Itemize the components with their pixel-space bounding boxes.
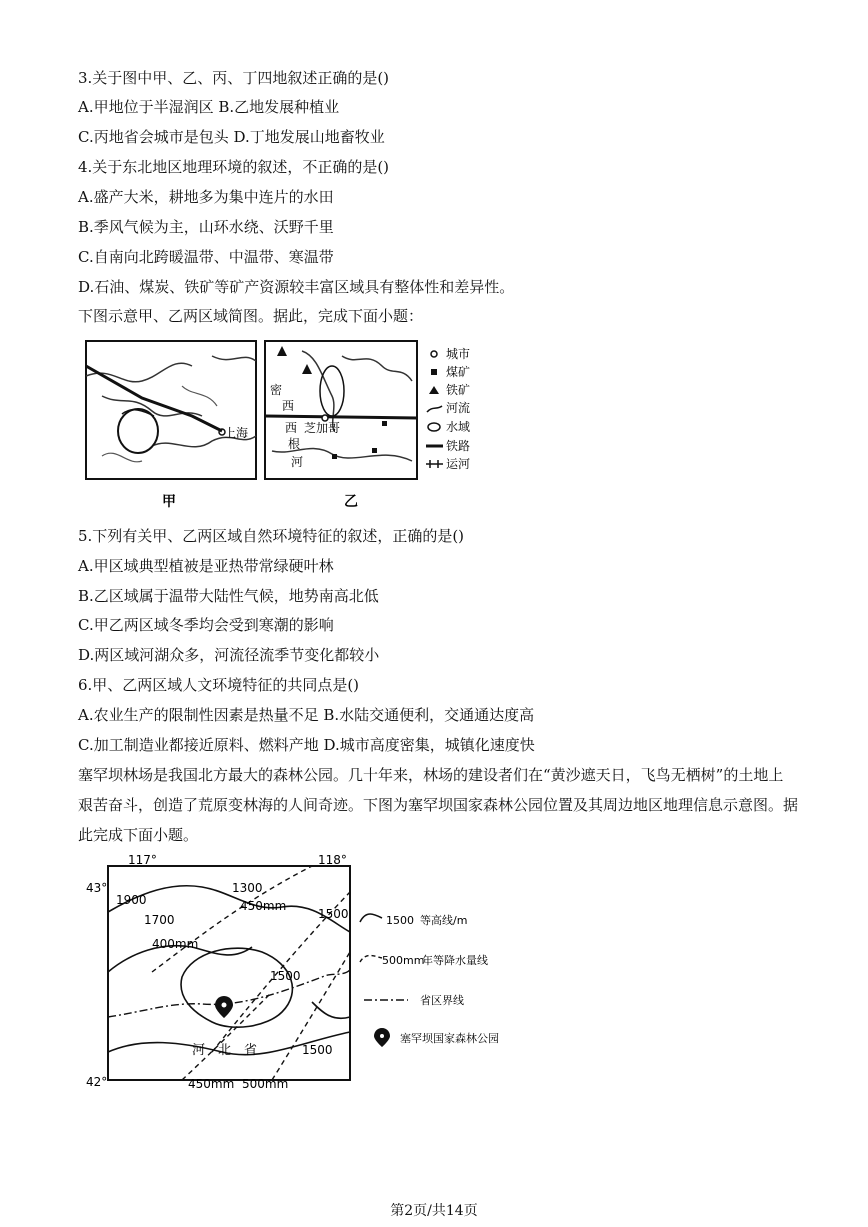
contour-1700: 1700 xyxy=(144,913,175,927)
label-xi-2: 西 xyxy=(285,421,298,435)
label-he: 河 xyxy=(291,455,304,469)
q6-options-ab: A.农业生产的限制性因素是热量不足 B.水陆交通便利，交通通达度高 xyxy=(78,706,535,724)
province-sheng: 省 xyxy=(244,1043,258,1058)
intro-saihanba: 塞罕坝林场是我国北方最大的森林公园。几十年来，林场的建设者们在“黄沙遮天日，飞鸟无栖树”的土地上艰苦奋斗，创造了荒原变林海的人间奇迹。下图为塞罕坝国家森林公园位置及其周边地区地理信息示意图。据此完成下面小题。 xyxy=(78,766,799,844)
map1-legend xyxy=(426,347,470,471)
q4-option-a: A.盛产大米，耕地多为集中连片的水田 xyxy=(78,188,334,206)
q5-stem: 5.下列有关甲、乙两区域自然环境特征的叙述，正确的是() xyxy=(78,527,465,545)
legend-iron: 铁矿 xyxy=(446,383,471,397)
isohyet-450-top: 450mm xyxy=(240,899,287,913)
intro-map1: 下图示意甲、乙两区域简图。据此，完成下面小题： xyxy=(78,307,424,325)
label-chicago: 芝加哥 xyxy=(304,421,341,435)
q3-stem: 3.关于图中甲、乙、丙、丁四地叙述正确的是() xyxy=(78,69,390,87)
page-footer: 第2页/共14页 xyxy=(390,1203,478,1219)
contour-1500-a: 1500 xyxy=(318,907,349,921)
legend-water: 水域 xyxy=(446,420,471,434)
lon-118: 118° xyxy=(318,853,347,867)
label-mi: 密 xyxy=(270,383,283,397)
saihanba-map-figure xyxy=(82,852,512,1094)
q6-stem: 6.甲、乙两区域人文环境特征的共同点是() xyxy=(78,676,360,694)
caption-jia: 甲 xyxy=(162,494,176,510)
legend-river: 河流 xyxy=(446,401,471,415)
label-shanghai: 上海 xyxy=(224,426,249,440)
q4-option-b: B.季风气候为主，山环水绕、沃野千里 xyxy=(78,218,334,236)
legend-contour-text: 等高线/m xyxy=(420,914,468,927)
legend-canal: 运河 xyxy=(446,457,471,471)
contour-1300: 1300 xyxy=(232,881,263,895)
isohyet-450-bottom: 450mm xyxy=(188,1077,235,1091)
legend-city: 城市 xyxy=(446,347,471,361)
province-bei: 北 xyxy=(218,1043,232,1058)
q5-option-c: C.甲乙两区域冬季均会受到寒潮的影响 xyxy=(78,616,334,634)
lon-117: 117° xyxy=(128,853,157,867)
q4-option-d: D.石油、煤炭、铁矿等矿产资源较丰富区域具有整体性和差异性。 xyxy=(78,278,515,296)
map-jia xyxy=(86,341,256,479)
legend-contour-value: 1500 xyxy=(386,914,414,927)
label-xi-1: 西 xyxy=(282,399,295,413)
contour-1500-b: 1500 xyxy=(270,969,301,983)
legend-park-text: 塞罕坝国家森林公园 xyxy=(400,1032,499,1045)
lat-42: 42° xyxy=(86,1075,108,1089)
q3-options-ab: A.甲地位于半湿润区 B.乙地发展种植业 xyxy=(78,98,340,116)
q4-stem: 4.关于东北地区地理环境的叙述，不正确的是() xyxy=(78,158,390,176)
legend-isohyet-value: 500mm xyxy=(382,954,425,967)
legend-isohyet-text: 年等降水量线 xyxy=(422,954,488,967)
q5-option-d: D.两区域河湖众多，河流径流季节变化都较小 xyxy=(78,646,380,664)
caption-yi: 乙 xyxy=(344,494,358,510)
map2-legend xyxy=(360,913,499,1047)
province-he: 河 xyxy=(192,1043,206,1058)
q6-options-cd: C.加工制造业都接近原料、燃料产地 D.城市高度密集，城镇化速度快 xyxy=(78,736,535,754)
lat-43: 43° xyxy=(86,881,108,895)
isohyet-400: 400mm xyxy=(152,937,199,951)
contour-1900: 1900 xyxy=(116,893,147,907)
legend-boundary-text: 省区界线 xyxy=(420,994,464,1007)
q5-option-b: B.乙区域属于温带大陆性气候，地势南高北低 xyxy=(78,587,379,605)
map-yi xyxy=(265,341,417,479)
q3-options-cd: C.丙地省会城市是包头 D.丁地发展山地畜牧业 xyxy=(78,128,385,146)
q5-option-a: A.甲区域典型植被是亚热带常绿硬叶林 xyxy=(78,557,334,575)
isohyet-500: 500mm xyxy=(242,1077,289,1091)
q4-option-c: C.自南向北跨暖温带、中温带、寒温带 xyxy=(78,248,334,266)
label-gen: 根 xyxy=(288,437,301,451)
contour-1500-c: 1500 xyxy=(302,1043,333,1057)
legend-coal: 煤矿 xyxy=(446,365,471,379)
region-maps-figure xyxy=(82,336,482,516)
legend-railway: 铁路 xyxy=(446,439,471,453)
